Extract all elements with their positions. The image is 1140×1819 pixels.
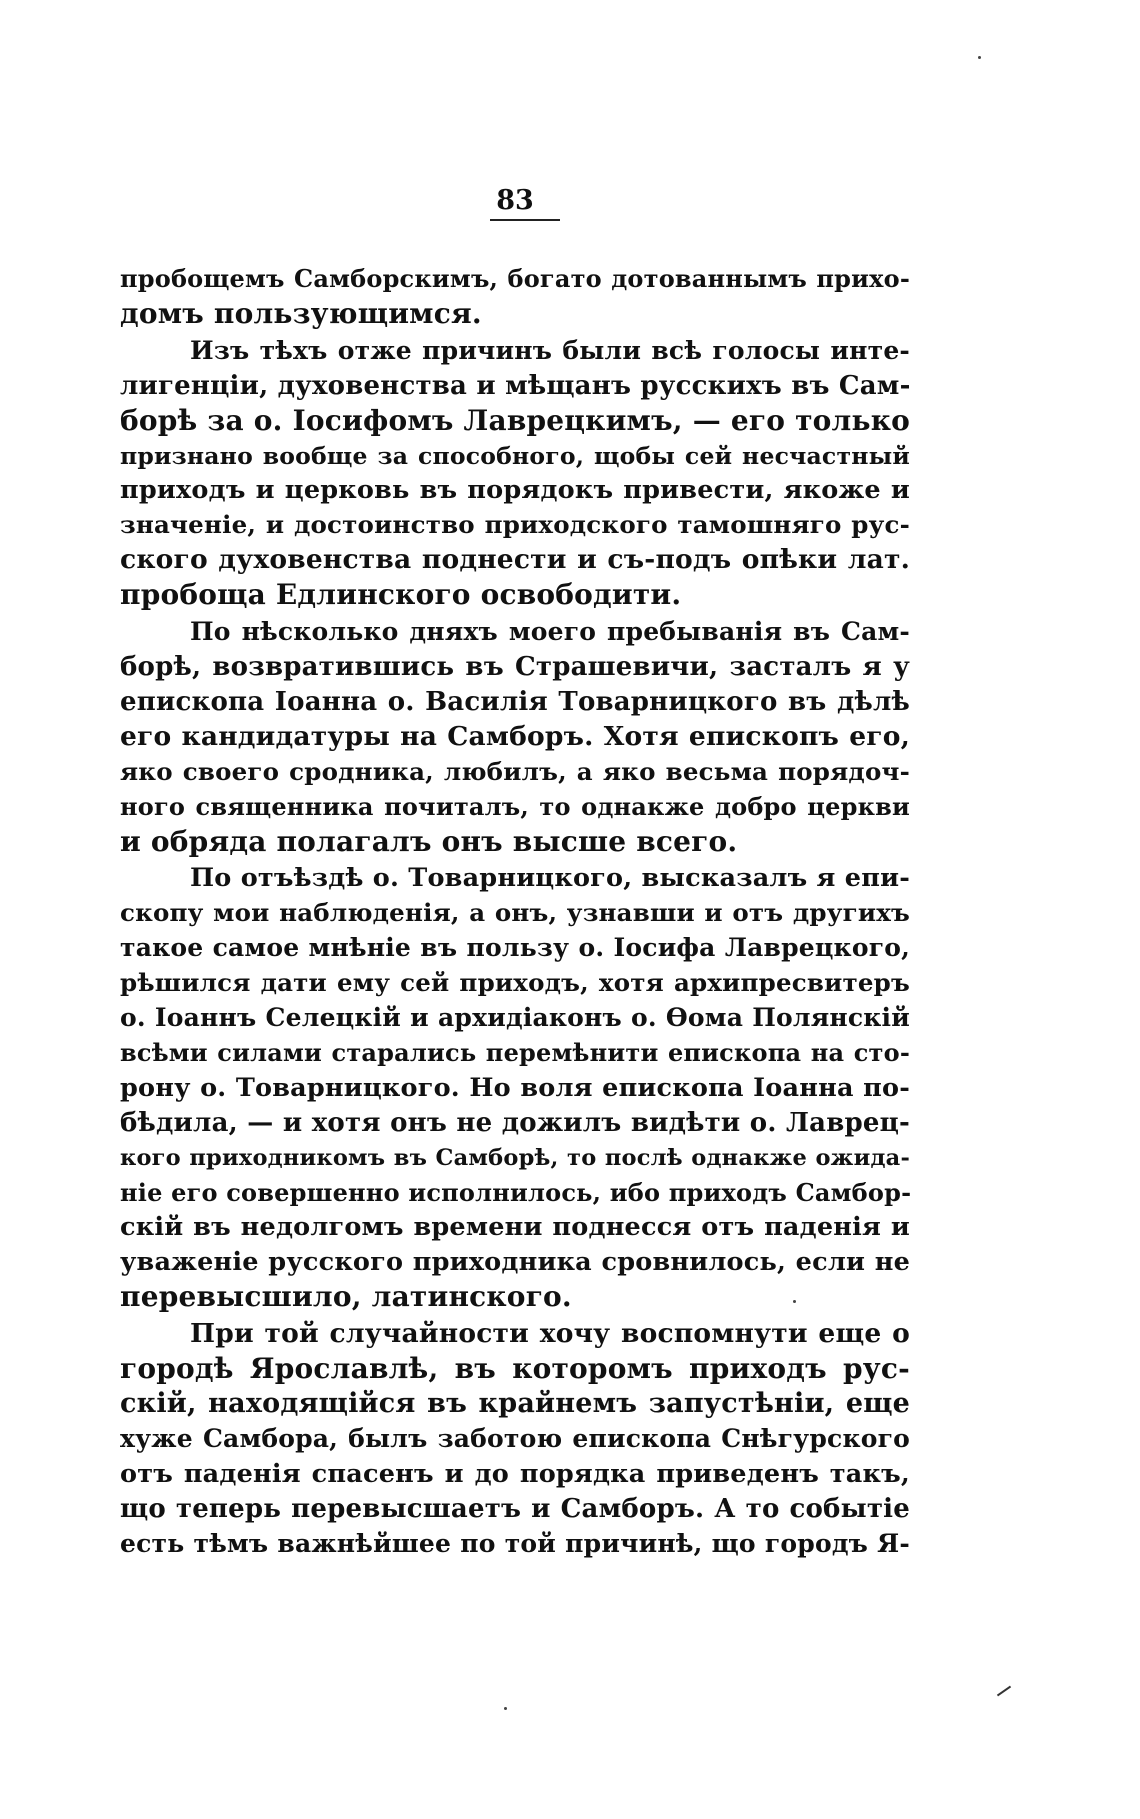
body-text — [120, 262, 910, 1562]
text-line: приходъ и церковь въ порядокъ привести, якоже и — [120, 475, 910, 506]
text-line: хуже Самбора, былъ заботою епископа Снѣгурского — [120, 1423, 910, 1453]
text-line: кого приходникомъ въ Самборѣ, то послѣ однакже ожида- — [120, 1144, 910, 1171]
print-speck — [504, 1707, 507, 1710]
text-line: борѣ за о. Іосифомъ Лаврецкимъ, — его только — [120, 403, 910, 437]
text-line: городѣ Ярославлѣ, въ которомъ приходъ рус- — [120, 1352, 910, 1386]
text-line: пробоща Едлинского освободити. — [120, 578, 682, 612]
text-line: ского духовенства поднести и съ-подъ опѣки лат. — [120, 544, 910, 576]
text-line: и обряда полагалъ онъ высше всего. — [120, 824, 738, 858]
text-line: епископа Іоанна о. Василія Товарницкого въ дѣлѣ — [120, 686, 910, 717]
text-line: скій въ недолгомъ времени поднесся отъ паденія и — [120, 1212, 910, 1243]
text-line: По отъѣздѣ о. Товарницкого, высказалъ я епи- — [190, 863, 910, 894]
text-line: скій, находящійся въ крайнемъ запустѣніи, еще — [120, 1388, 910, 1419]
text-line: При той случайности хочу воспомнути еще о — [190, 1318, 910, 1350]
text-line: Изъ тѣхъ отже причинъ были всѣ голосы инте- — [190, 335, 910, 365]
print-speck — [793, 1300, 796, 1303]
text-line: рѣшился дати ему сей приходъ, хотя архипресвитеръ — [120, 968, 910, 998]
text-line: скопу мои наблюденія, а онъ, узнавши и отъ другихъ — [120, 898, 910, 928]
paragraph — [120, 334, 910, 613]
paragraph — [120, 615, 910, 859]
text-line: ного священника почиталъ, то однакже добро церкви — [120, 791, 910, 821]
text-line: всѣми силами старались перемѣнити епископа на сто- — [120, 1037, 910, 1067]
text-line: о. Іоаннъ Селецкій и архидіаконъ о. Ѳома Полянскій — [120, 1003, 910, 1033]
text-line: значеніе, и достоинство приходского тамошняго рус- — [120, 510, 910, 540]
print-speck — [978, 56, 981, 59]
text-line: По нѣсколько дняхъ моего пребыванія въ Сам- — [190, 617, 910, 647]
text-line: яко своего сродника, любилъ, а яко весьма порядоч- — [120, 756, 910, 786]
page-number-rule — [490, 219, 560, 221]
text-line: рону о. Товарницкого. Но воля епископа Іоанна по- — [120, 1072, 910, 1103]
paragraph — [120, 861, 910, 1315]
text-line: его кандидатуры на Самборъ. Хотя епископъ его, — [120, 720, 910, 752]
text-line: такое самое мнѣніе въ пользу о. Іосифа Лаврецкого, — [120, 933, 910, 963]
text-line: пробощемъ Самборскимъ, богато дотованнымъ прихо- — [120, 264, 910, 293]
text-line: ніе его совершенно исполнилось, ибо приходъ Самбор- — [120, 1177, 912, 1207]
text-line: лигенціи, духовенства и мѣщанъ русскихъ въ Сам- — [120, 370, 911, 401]
text-line: домъ пользующимся. — [120, 296, 482, 330]
text-line: перевысшило, латинского. — [120, 1280, 572, 1314]
text-line: отъ паденія спасенъ и до порядка приведенъ такъ, — [120, 1458, 910, 1489]
text-line: есть тѣмъ важнѣйшее по той причинѣ, що городъ Я- — [120, 1528, 910, 1558]
page-number: 83 — [496, 185, 534, 216]
text-line: уваженіе русского приходника сровнилось, если не — [120, 1247, 910, 1278]
text-line: борѣ, возвратившись въ Страшевичи, засталъ я у — [120, 651, 910, 682]
paragraph — [120, 1317, 910, 1561]
text-line: признано вообще за способного, щобы сей несчастный — [120, 441, 910, 470]
page-scratch — [997, 1686, 1011, 1697]
paragraph — [120, 262, 910, 332]
text-line: що теперь перевысшаетъ и Самборъ. А то событіе — [120, 1493, 910, 1524]
text-line: бѣдила, — и хотя онъ не дожилъ видѣти о. Лаврец- — [120, 1107, 910, 1138]
